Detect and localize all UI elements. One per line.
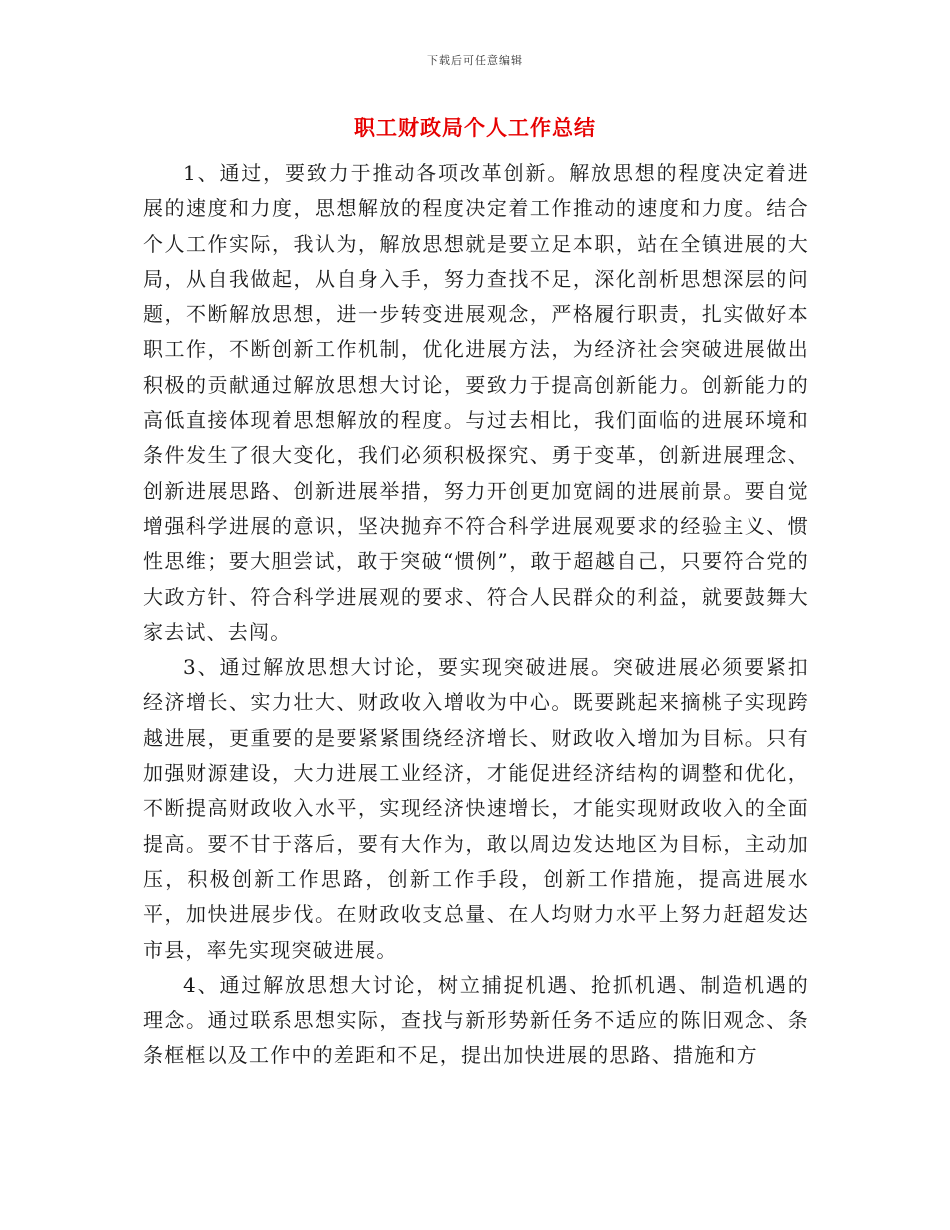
- document-body: [143, 156, 809, 1074]
- paragraph-3: 3、通过解放思想大讨论，要实现突破进展。突破进展必须要紧扣经济增长、实力壮大、财政收入增收为中心。既要跳起来摘桃子实现跨越进展，更重要的是要紧紧围绕经济增长、财政收入增加为目标。只有加强财源建设，大力进展工业经济，才能促进经济结构的调整和优化，不断提高财政收入水平，实现经济快速增长，才能实现财政收入的全面提高。要不甘于落后，要有大作为，敢以周边发达地区为目标，主动加压，积极创新工作思路，创新工作手段，创新工作措施，提高进展水平，加快进展步伐。在财政收支总量、在人均财力水平上努力赶超发达市县，率先实现突破进展。: [143, 655, 809, 962]
- header-note: 下载后可任意编辑: [427, 54, 523, 67]
- document-title: 职工财政局个人工作总结: [354, 115, 596, 140]
- paragraph-1: 1、通过，要致力于推动各项改革创新。解放思想的程度决定着进展的速度和力度，思想解放的程度决定着工作推动的速度和力度。结合个人工作实际，我认为，解放思想就是要立足本职，站在全镇进展的大局，从自我做起，从自身入手，努力查找不足，深化剖析思想深层的问题，不断解放思想，进一步转变进展观念，严格履行职责，扎实做好本职工作，不断创新工作机制，优化进展方法，为经济社会突破进展做出积极的贡献通过解放思想大讨论，要致力于提高创新能力。创新能力的高低直接体现着思想解放的程度。与过去相比，我们面临的进展环境和条件发生了很大变化，我们必须积极探究、勇于变革，创新进展理念、创新进展思路、创新进展举措，努力开创更加宽阔的进展前景。要自觉增强科学进展的意识，坚决抛弃不符合科学进展观要求的经验主义、惯性思维；要大胆尝试，敢于突破“惯例”，敢于超越自己，只要符合党的大政方针、符合科学进展观的要求、符合人民群众的利益，就要鼓舞大家去试、去闯。: [143, 161, 809, 644]
- paragraph-4: 4、通过解放思想大讨论，树立捕捉机遇、抢抓机遇、制造机遇的理念。通过联系思想实际，查找与新形势新任务不适应的陈旧观念、条条框框以及工作中的差距和不足，提出加快进展的思路、措施和方: [143, 972, 809, 1068]
